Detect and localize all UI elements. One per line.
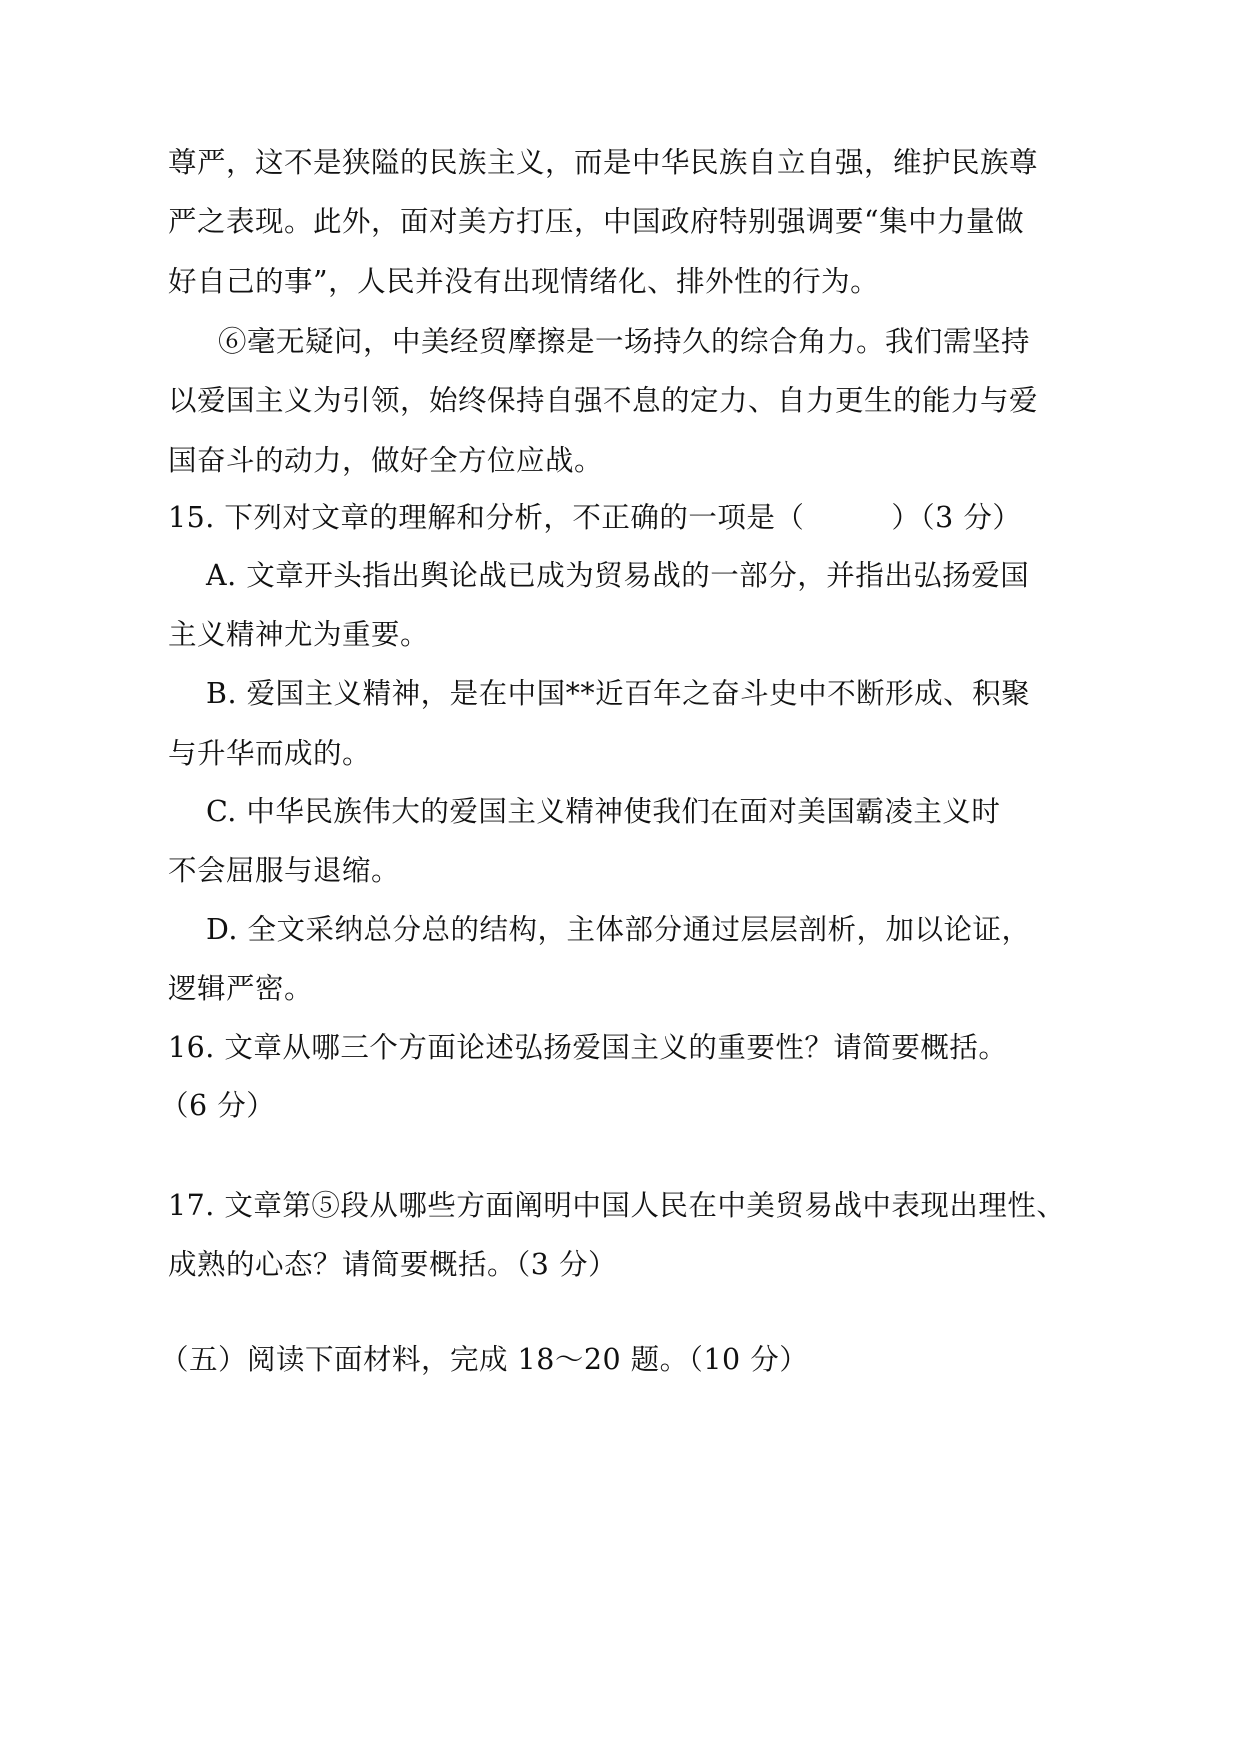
- paragraph-6-line-1: ⑥毫无疑问，中美经贸摩擦是一场持久的综合角力。我们需坚持: [218, 325, 1031, 358]
- paragraph-6-line-3: 国奋斗的动力，做好全方位应战。: [168, 444, 604, 477]
- question-15-stem: 15. 下列对文章的理解和分析，不正确的一项是（ ）（3 分）: [168, 501, 1022, 534]
- question-15-option-a-line-2: 主义精神尤为重要。: [168, 618, 430, 651]
- section-5-heading: （五）阅读下面材料，完成 18～20 题。（10 分）: [160, 1343, 809, 1376]
- question-15-option-a-line-1: A. 文章开头指出舆论战已成为贸易战的一部分，并指出弘扬爱国: [206, 559, 1030, 592]
- paragraph-5-line-1: 尊严，这不是狭隘的民族主义，而是中华民族自立自强，维护民族尊: [168, 146, 1039, 179]
- question-16-line-2: （6 分）: [160, 1089, 276, 1122]
- question-15-option-b-line-2: 与升华而成的。: [168, 737, 372, 770]
- question-17-line-2: 成熟的心态？请简要概括。（3 分）: [168, 1248, 617, 1281]
- question-17-line-1: 17. 文章第⑤段从哪些方面阐明中国人民在中美贸易战中表现出理性、: [168, 1189, 1066, 1222]
- paragraph-5-line-2: 严之表现。此外，面对美方打压，中国政府特别强调要“集中力量做: [168, 205, 1025, 238]
- question-15-option-c-line-2: 不会屈服与退缩。: [168, 854, 401, 887]
- question-15-option-d-line-2: 逻辑严密。: [168, 972, 314, 1005]
- question-16-line-1: 16. 文章从哪三个方面论述弘扬爱国主义的重要性？请简要概括。: [168, 1031, 1008, 1064]
- paragraph-5-line-3: 好自己的事”，人民并没有出现情绪化、排外性的行为。: [168, 265, 880, 298]
- question-15-option-b-line-1: B. 爱国主义精神，是在中国**近百年之奋斗史中不断形成、积聚: [206, 677, 1031, 710]
- question-15-option-c-line-1: C. 中华民族伟大的爱国主义精神使我们在面对美国霸凌主义时: [206, 795, 1001, 828]
- question-15-option-d-line-1: D. 全文采纳总分总的结构，主体部分通过层层剖析，加以论证，: [206, 913, 1031, 946]
- paragraph-6-line-2: 以爱国主义为引领，始终保持自强不息的定力、自力更生的能力与爱: [168, 384, 1039, 417]
